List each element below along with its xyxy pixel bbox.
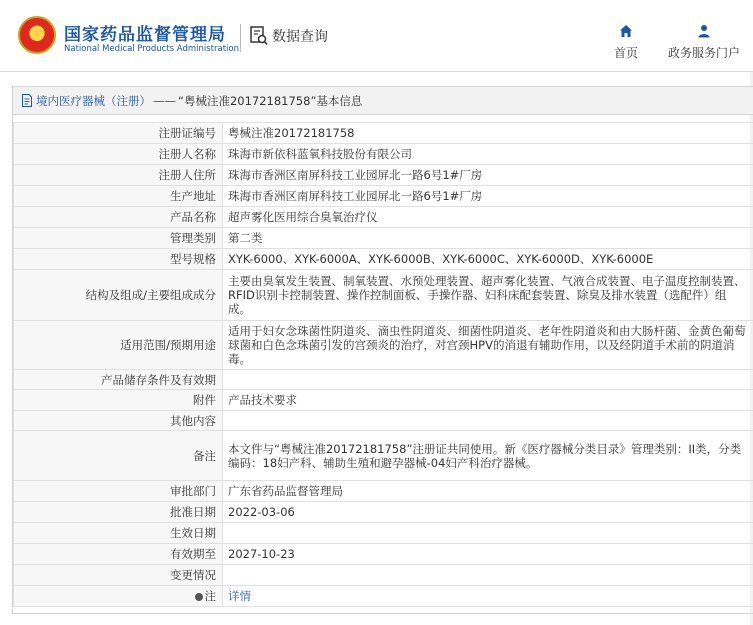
breadcrumb-separator: ——: [153, 93, 176, 108]
table-row: [14, 390, 753, 411]
table-row: [14, 144, 753, 165]
note-label-cell: [14, 586, 223, 607]
field-label: 附件: [14, 390, 223, 411]
field-label: 批准日期: [14, 502, 223, 523]
national-emblem-logo: ★: [18, 16, 56, 54]
table-row: [14, 523, 753, 544]
table-row: [14, 565, 753, 586]
field-label: 生效日期: [14, 523, 223, 544]
document-icon: [21, 94, 33, 107]
field-label: 审批部门: [14, 481, 223, 502]
field-label: 结构及组成/主要组成成分: [14, 270, 223, 321]
field-label: 产品名称: [14, 207, 223, 228]
field-value: 珠海市香洲区南屏科技工业园屏北一路6号1#厂房: [223, 186, 753, 207]
home-icon: [619, 24, 633, 38]
brand-name-cn: 国家药品监督管理局: [64, 25, 226, 45]
table-row: [14, 207, 753, 228]
field-label: 生产地址: [14, 186, 223, 207]
field-value: 2022-03-06: [223, 502, 753, 523]
field-label: 适用范围/预期用途: [14, 321, 223, 370]
brand-name-en: National Medical Products Administration: [64, 44, 239, 54]
field-value: 主要由臭氧发生装置、制氧装置、水预处理装置、超声雾化装置、气液合成装置、电子温度控制装置、RFID识别卡控制装置、操作控制面板、手操作器、妇科床配套装置、除臭及排水装置（选配件）组成。: [223, 270, 753, 321]
nav-home-label: 首页: [613, 46, 638, 60]
breadcrumb: [13, 87, 753, 115]
table-row: [14, 165, 753, 186]
field-value: [223, 523, 753, 544]
field-value: [223, 411, 753, 431]
user-icon: [697, 24, 711, 38]
table-row: [14, 228, 753, 249]
field-value: [223, 370, 753, 390]
field-label: 有效期至: [14, 544, 223, 565]
details-link[interactable]: 详情: [223, 586, 753, 607]
field-label: 变更情况: [14, 565, 223, 586]
breadcrumb-current: “粤械注准20172181758”基本信息: [178, 93, 363, 108]
table-row: [14, 249, 753, 270]
field-value: 超声雾化医用综合臭氧治疗仪: [223, 207, 753, 228]
document-search-icon: [250, 26, 268, 46]
field-label: 其他内容: [14, 411, 223, 431]
field-value: XYK-6000、XYK-6000A、XYK-6000B、XYK-6000C、XYK-6000D、XYK-6000E: [223, 249, 753, 270]
field-label: 注册人名称: [14, 144, 223, 165]
table-row: [14, 321, 753, 370]
nav-gov-portal[interactable]: [664, 24, 744, 61]
nav-home[interactable]: [612, 24, 640, 61]
field-value: 适用于妇女念珠菌性阴道炎、滴虫性阴道炎、细菌性阴道炎、老年性阴道炎和由大肠杆菌、金黄色葡萄球菌和白色念珠菌引发的宫颈炎的治疗，对宫颈HPV的消退有辅助作用，以及经阴道手术前的阴道消毒。: [223, 321, 753, 370]
detail-panel: [12, 86, 753, 614]
table-row: [14, 431, 753, 481]
field-value: 产品技术要求: [223, 390, 753, 411]
field-label: 型号规格: [14, 249, 223, 270]
note-row: [14, 586, 753, 607]
field-value: 广东省药品监督管理局: [223, 481, 753, 502]
field-value: 粤械注准20172181758: [223, 123, 753, 144]
table-row: [14, 123, 753, 144]
data-query-label: 数据查询: [272, 29, 328, 45]
field-value: 2027-10-23: [223, 544, 753, 565]
field-label: 备注: [14, 431, 223, 481]
field-label: 注册人住所: [14, 165, 223, 186]
table-row: [14, 544, 753, 565]
field-value: [223, 565, 753, 586]
field-label: 产品储存条件及有效期: [14, 370, 223, 390]
table-row: [14, 502, 753, 523]
table-row: [14, 481, 753, 502]
registration-info-table: [13, 122, 753, 607]
table-row: [14, 186, 753, 207]
table-row: [14, 411, 753, 431]
field-value: 珠海市香洲区南屏科技工业园屏北一路6号1#厂房: [223, 165, 753, 186]
note-label: 注: [204, 589, 216, 603]
data-query-link[interactable]: [250, 26, 328, 46]
field-value: 第二类: [223, 228, 753, 249]
field-label: 注册证编号: [14, 123, 223, 144]
field-value: 珠海市新依科蓝氧科技股份有限公司: [223, 144, 753, 165]
table-row: [14, 370, 753, 390]
field-label: 管理类别: [14, 228, 223, 249]
breadcrumb-category[interactable]: 境内医疗器械（注册）: [36, 93, 151, 108]
field-value: 本文件与“粤械注准20172181758”注册证共同使用。新《医疗器械分类目录》管理类别：II类，分类编码：18妇产科、辅助生殖和避孕器械-04妇产科治疗器械。: [223, 431, 753, 481]
nav-gov-label: 政务服务门户: [667, 46, 740, 60]
header-divider: [240, 24, 241, 52]
site-header: [0, 0, 753, 72]
pin-icon: [195, 593, 203, 601]
table-row: [14, 270, 753, 321]
